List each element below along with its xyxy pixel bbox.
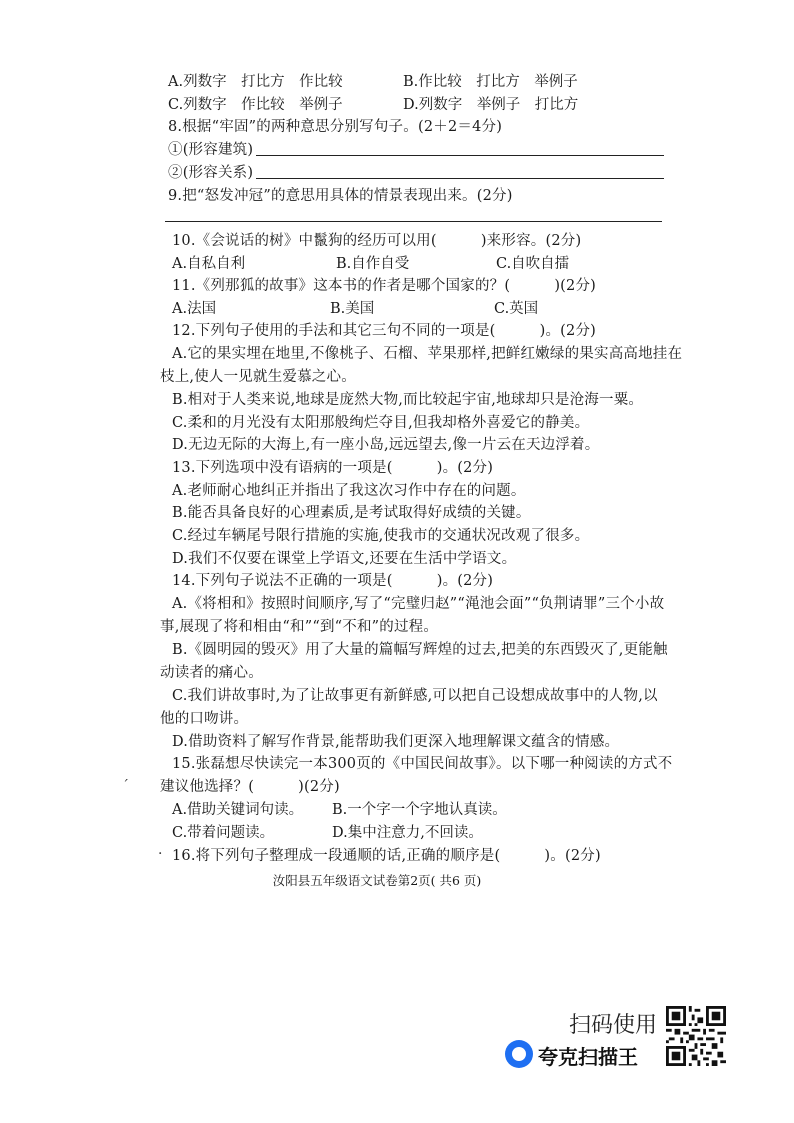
q10-option-a: A.自私自利: [172, 256, 246, 272]
q12-option-d: D.无边无际的大海上,有一座小岛,远远望去,像一片云在天边浮着。: [172, 437, 600, 453]
q11-option-b: B.美国: [330, 301, 375, 317]
q10-option-b: B.自作自受: [336, 256, 410, 272]
q15-option-b: B.一个字一个字地认真读。: [332, 802, 507, 818]
q7-option-c: C.列数字 作比较 举例子: [168, 97, 343, 113]
q15-option-c: C.带着问题读。: [172, 825, 275, 841]
scanner-brand: 夸克扫描王: [538, 1045, 638, 1069]
q13-option-b: B.能否具备良好的心理素质,是考试取得好成绩的关键。: [172, 505, 531, 521]
quark-logo-icon: [505, 1040, 533, 1068]
scan-artifact-mark: ˊ: [122, 778, 129, 794]
q11-stem: 11.《列那狐的故事》这本书的作者是哪个国家的？( )(2分): [172, 278, 597, 294]
q10-stem: 10.《会说话的树》中鬣狗的经历可以用( )来形容。(2分): [172, 233, 582, 249]
q8-answer-line-2[interactable]: [256, 178, 664, 179]
q12-stem: 12.下列句子使用的手法和其它三句不同的一项是( )。(2分): [172, 323, 597, 339]
q9-answer-line[interactable]: [165, 221, 662, 222]
q13-stem: 13.下列选项中没有语病的一项是( )。(2分): [172, 460, 494, 476]
q15-stem-line2: 建议他选择？( )(2分): [160, 779, 340, 795]
q9-stem: 9.把“怒发冲冠”的意思用具体的情景表现出来。(2分): [168, 188, 513, 204]
q10-option-c: C.自吹自擂: [496, 256, 570, 272]
q7-option-a: A.列数字 打比方 作比较: [168, 74, 343, 90]
scan-artifact-dot: ·: [158, 846, 163, 862]
qr-code-icon[interactable]: [666, 1006, 726, 1066]
q12-option-c: C.柔和的月光没有太阳那般绚烂夺目,但我却格外喜爱它的静美。: [172, 415, 590, 431]
q8-line1-label: ①(形容建筑): [168, 142, 254, 158]
q12-option-a-line1: A.它的果实埋在地里,不像桃子、石榴、苹果那样,把鲜红嫩绿的果实高高地挂在: [172, 346, 683, 362]
q14-stem: 14.下列句子说法不正确的一项是( )。(2分): [172, 573, 494, 589]
q16-stem: 16.将下列句子整理成一段通顺的话,正确的顺序是( )。(2分): [172, 848, 601, 864]
q14-option-a-line2: 事,展现了将和相由“和”“到“不和”的过程。: [160, 619, 439, 635]
q14-option-b-line1: B.《圆明园的毁灭》用了大量的篇幅写辉煌的过去,把美的东西毁灭了,更能触: [172, 642, 668, 658]
q14-option-b-line2: 动读者的痛心。: [160, 665, 263, 681]
q12-option-a-line2: 枝上,使人一见就生爱慕之心。: [160, 369, 356, 385]
q14-option-c-line1: C.我们讲故事时,为了让故事更有新鲜感,可以把自己设想成故事中的人物,以: [172, 688, 658, 704]
q12-option-b: B.相对于人类来说,地球是庞然大物,而比较起宇宙,地球却只是沧海一粟。: [172, 392, 644, 408]
q15-option-d: D.集中注意力,不回读。: [332, 825, 483, 841]
q13-option-a: A.老师耐心地纠正并指出了我这次习作中存在的问题。: [172, 483, 526, 499]
q14-option-c-line2: 他的口吻讲。: [160, 711, 249, 727]
q15-option-a: A.借助关键词句读。: [172, 802, 304, 818]
q14-option-d: D.借助资料了解写作背景,能帮助我们更深入地理解课文蕴含的情感。: [172, 734, 620, 750]
q7-option-d: D.列数字 举例子 打比方: [403, 97, 579, 113]
q8-line2-label: ②(形容关系): [168, 165, 254, 181]
q11-option-a: A.法国: [172, 301, 217, 317]
q8-stem: 8.根据“牢固”的两种意思分别写句子。(2＋2＝4分): [168, 119, 503, 135]
scanner-caption: 扫码使用: [569, 1013, 658, 1038]
q8-answer-line-1[interactable]: [256, 155, 664, 156]
q15-stem-line1: 15.张磊想尽快读完一本300页的《中国民间故事》。以下哪一种阅读的方式不: [172, 756, 673, 772]
q13-option-d: D.我们不仅要在课堂上学语文,还要在生活中学语文。: [172, 551, 517, 567]
page-footer: 汝阳县五年级语文试卷第2页( 共6 页): [272, 873, 482, 888]
q7-option-b: B.作比较 打比方 举例子: [403, 74, 578, 90]
q14-option-a-line1: A.《将相和》按照时间顺序,写了“完璧归赵”“渑池会面”“负荆请罪”三个小故: [172, 596, 665, 612]
q13-option-c: C.经过车辆尾号限行措施的实施,使我市的交通状况改观了很多。: [172, 528, 590, 544]
q11-option-c: C.英国: [494, 301, 539, 317]
